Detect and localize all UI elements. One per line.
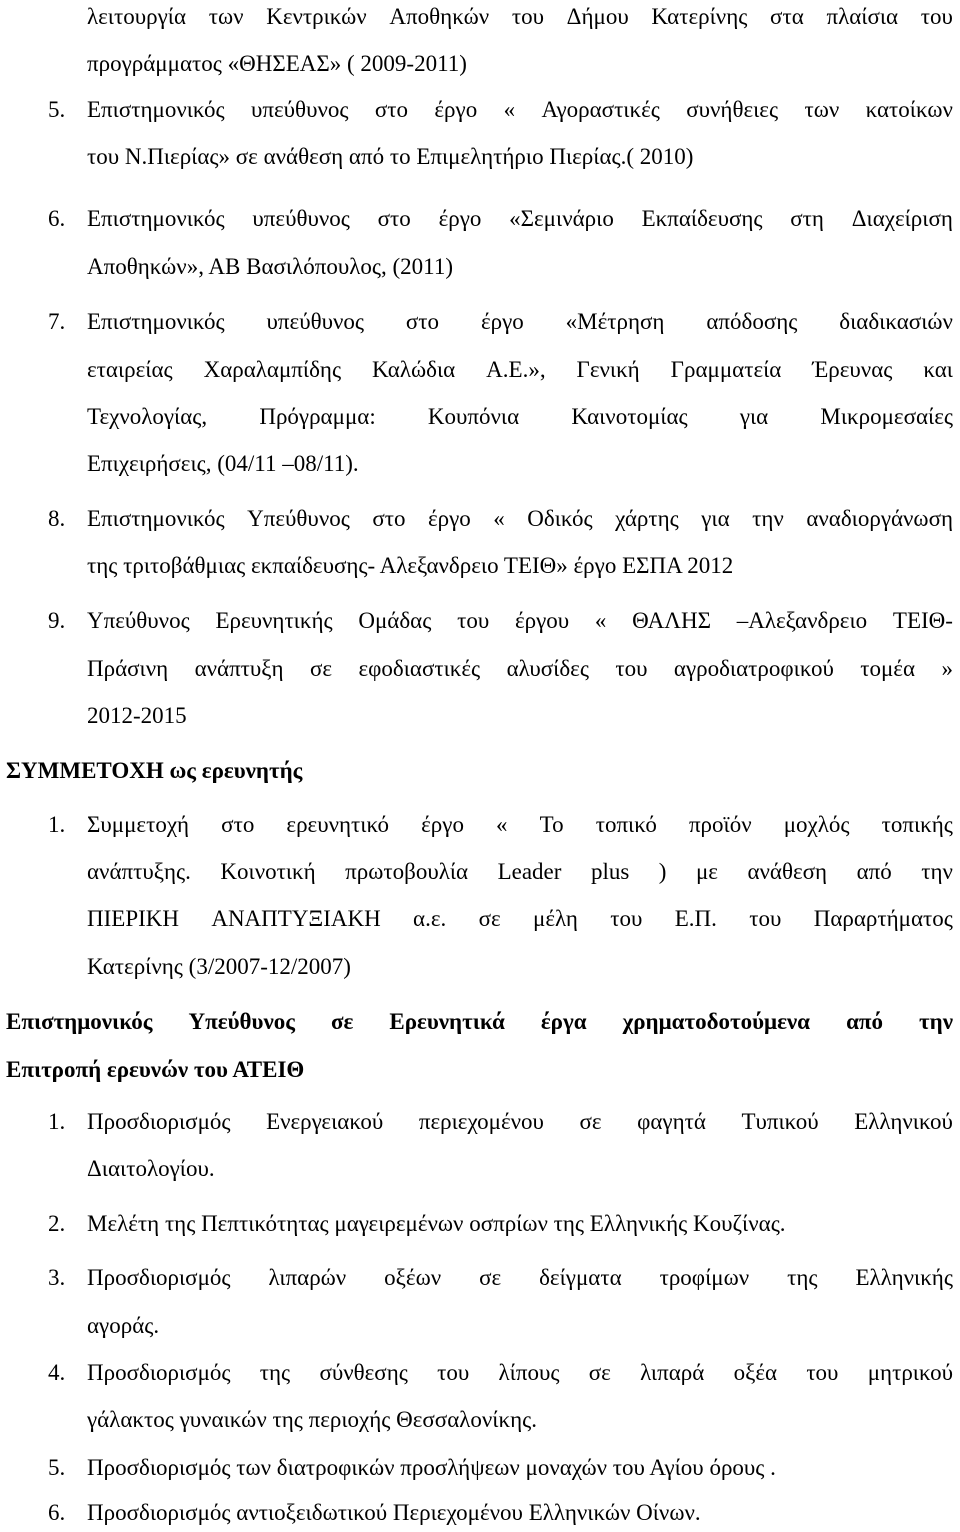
word: περιεχομένου bbox=[418, 1109, 544, 1134]
word: –Αλεξανδρειο bbox=[736, 608, 868, 633]
word: Παραρτήματος bbox=[813, 906, 953, 931]
word: Τυπικού bbox=[741, 1109, 819, 1134]
word: «Σεμινάριο bbox=[509, 206, 614, 231]
word: στα bbox=[770, 4, 804, 29]
word: του bbox=[749, 906, 782, 931]
word: Ελληνικού bbox=[854, 1109, 953, 1134]
word: πλαίσια bbox=[826, 4, 899, 29]
word: Τεχνολογίας, bbox=[87, 404, 208, 429]
text-line bbox=[87, 95, 953, 125]
word: του bbox=[806, 1360, 839, 1385]
word: υπεύθυνος bbox=[251, 97, 349, 122]
word: ανάπτυξη bbox=[194, 656, 284, 681]
word: Ενεργειακού bbox=[266, 1109, 384, 1134]
word: του bbox=[437, 1360, 470, 1385]
word: plus bbox=[590, 859, 630, 884]
list-number: 6. bbox=[48, 1500, 66, 1525]
word: Ερευνητικά bbox=[389, 1009, 505, 1034]
list-number: 1. bbox=[48, 812, 66, 837]
word: ανάθεση bbox=[747, 859, 828, 884]
word: « bbox=[493, 506, 505, 531]
text-line bbox=[87, 504, 953, 534]
word: στο bbox=[377, 206, 411, 231]
text-line bbox=[87, 2, 953, 32]
text-line bbox=[87, 1263, 953, 1293]
word: των bbox=[804, 97, 840, 122]
word: Πρόγραμμα: bbox=[259, 404, 376, 429]
word: από bbox=[856, 859, 892, 884]
word: Διαχείριση bbox=[851, 206, 953, 231]
text-line bbox=[87, 1358, 953, 1388]
word: του bbox=[511, 4, 544, 29]
word: Γραμματεία bbox=[670, 357, 782, 382]
word: του bbox=[610, 906, 643, 931]
word: Επιστημονικός bbox=[87, 206, 225, 231]
word: με bbox=[695, 859, 718, 884]
word: στο bbox=[405, 309, 440, 334]
word: τοπικής bbox=[881, 812, 953, 837]
word: υπεύθυνος bbox=[266, 309, 364, 334]
word: σε bbox=[310, 656, 333, 681]
word: Χαραλαμπίδης bbox=[203, 357, 342, 382]
word: μοχλός bbox=[783, 812, 850, 837]
word: τοπικό bbox=[595, 812, 657, 837]
word: έργο bbox=[480, 309, 524, 334]
text-line: γάλακτος γυναικών της περιοχής Θεσσαλονίκης. bbox=[87, 1407, 537, 1432]
word: κατοίκων bbox=[865, 97, 953, 122]
list-number: 2. bbox=[48, 1211, 66, 1236]
word: Επιστημονικός bbox=[87, 506, 225, 531]
word: Υπεύθυνος bbox=[188, 1009, 295, 1034]
word: α.ε. bbox=[413, 906, 447, 931]
word: έργο bbox=[427, 506, 471, 531]
word: σε bbox=[579, 1109, 602, 1134]
word: μητρικού bbox=[867, 1360, 953, 1385]
word: δείγματα bbox=[539, 1265, 622, 1290]
word: Κεντρικών bbox=[266, 4, 367, 29]
word: σε bbox=[478, 906, 501, 931]
word: των bbox=[208, 4, 244, 29]
text-line bbox=[87, 654, 953, 684]
text-line: Προσδιορισμός των διατροφικών προσλήψεων μοναχών του Αγίου όρους . bbox=[87, 1455, 776, 1480]
word: εταιρείας bbox=[87, 357, 173, 382]
text-line bbox=[87, 307, 953, 337]
word: Ε.Π. bbox=[674, 906, 717, 931]
word: συνήθειες bbox=[686, 97, 779, 122]
word: Leader bbox=[497, 859, 562, 884]
word: για bbox=[739, 404, 769, 429]
word: έργου bbox=[514, 608, 570, 633]
word: του bbox=[615, 656, 648, 681]
text-line: Μελέτη της Πεπτικότητας μαγειρεμένων οσπρίων της Ελληνικής Κουζίνας. bbox=[87, 1211, 786, 1236]
word: του bbox=[920, 4, 953, 29]
text-line bbox=[87, 355, 953, 385]
text-line bbox=[87, 1107, 953, 1137]
word: έργο bbox=[421, 812, 464, 837]
word: υπεύθυνος bbox=[252, 206, 350, 231]
text-line: προγράμματος «ΘΗΣΕΑΣ» ( 2009-2011) bbox=[87, 51, 467, 76]
text-line: Αποθηκών», ΑΒ Βασιλόπουλος, (2011) bbox=[87, 254, 453, 279]
word: Επιστημονικός bbox=[87, 97, 225, 122]
word: » bbox=[941, 656, 953, 681]
word: Γενική bbox=[576, 357, 640, 382]
word: Ερευνητικής bbox=[215, 608, 333, 633]
word: σύνθεσης bbox=[319, 1360, 408, 1385]
word: μέλη bbox=[532, 906, 578, 931]
word: «Μέτρηση bbox=[565, 309, 665, 334]
word: εφοδιαστικές bbox=[358, 656, 481, 681]
word: χάρτης bbox=[615, 506, 679, 531]
word: του bbox=[457, 608, 490, 633]
word: Προσδιορισμός bbox=[87, 1360, 231, 1385]
text-line: Διαιτολογίου. bbox=[87, 1156, 215, 1181]
word: λιπαρών bbox=[268, 1265, 347, 1290]
word: πρωτοβουλία bbox=[345, 859, 469, 884]
word: « bbox=[496, 812, 508, 837]
word: έργο bbox=[438, 206, 482, 231]
list-number: 6. bbox=[48, 206, 66, 231]
word: απόδοσης bbox=[706, 309, 798, 334]
text-line bbox=[87, 402, 953, 432]
word: ) bbox=[658, 859, 667, 884]
word: αλυσίδες bbox=[506, 656, 589, 681]
text-line: Επιχειρήσεις, (04/11 –08/11). bbox=[87, 451, 359, 476]
word: Οδικός bbox=[527, 506, 593, 531]
word: ανάπτυξης. bbox=[87, 859, 191, 884]
word: ΘΑΛΗΣ bbox=[632, 608, 711, 633]
word: Επιστημονικός bbox=[87, 309, 225, 334]
word: στο bbox=[221, 812, 255, 837]
section-heading: ΣΥΜΜΕΤΟΧΗ ως ερευνητής bbox=[6, 758, 303, 783]
word: Αποθηκών bbox=[389, 4, 490, 29]
list-number: 4. bbox=[48, 1360, 66, 1385]
word: Μικρομεσαίες bbox=[820, 404, 953, 429]
word: Εκπαίδευσης bbox=[641, 206, 763, 231]
word: την bbox=[752, 506, 784, 531]
word: της bbox=[259, 1360, 291, 1385]
word: Ελληνικής bbox=[855, 1265, 953, 1290]
word: Α.Ε.», bbox=[486, 357, 546, 382]
text-line bbox=[87, 857, 953, 887]
section-heading bbox=[6, 1007, 953, 1037]
word: Δήμου bbox=[566, 4, 629, 29]
word: Επιστημονικός bbox=[6, 1009, 153, 1034]
word: της bbox=[787, 1265, 818, 1290]
word: Ομάδας bbox=[358, 608, 432, 633]
word: Κουπόνια bbox=[427, 404, 520, 429]
list-number: 8. bbox=[48, 506, 66, 531]
word: Αγοραστικές bbox=[541, 97, 660, 122]
word: Καινοτομίας bbox=[571, 404, 688, 429]
word: την bbox=[919, 1009, 953, 1034]
word: « bbox=[503, 97, 516, 122]
word: Το bbox=[539, 812, 564, 837]
text-line bbox=[87, 904, 953, 934]
word: ΤΕΙΘ- bbox=[892, 608, 953, 633]
word: έργο bbox=[434, 97, 478, 122]
word: ερευνητικό bbox=[286, 812, 390, 837]
list-number: 1. bbox=[48, 1109, 66, 1134]
text-line: της τριτοβάθμιας εκπαίδευσης- Αλεξανδρειο ΤΕΙΘ» έργο ΕΣΠΑ 2012 bbox=[87, 553, 734, 578]
list-number: 5. bbox=[48, 1455, 66, 1480]
text-line bbox=[87, 204, 953, 234]
text-line bbox=[87, 606, 953, 636]
list-number: 7. bbox=[48, 309, 66, 334]
word: αγροδιατροφικού bbox=[673, 656, 834, 681]
word: ΑΝΑΠΤΥΞΙΑΚΗ bbox=[211, 906, 381, 931]
word: χρηματοδοτούμενα bbox=[622, 1009, 811, 1034]
word: Προσδιορισμός bbox=[87, 1109, 231, 1134]
word: « bbox=[594, 608, 607, 633]
word: Υπεύθυνος bbox=[247, 506, 350, 531]
word: για bbox=[701, 506, 730, 531]
text-line: Κατερίνης (3/2007-12/2007) bbox=[87, 954, 351, 979]
word: στη bbox=[790, 206, 824, 231]
word: την bbox=[921, 859, 953, 884]
word: στο bbox=[372, 506, 406, 531]
word: οξέα bbox=[733, 1360, 778, 1385]
text-line: 2012-2015 bbox=[87, 703, 187, 728]
word: διαδικασιών bbox=[839, 309, 953, 334]
word: τροφίμων bbox=[659, 1265, 750, 1290]
word: Συμμετοχή bbox=[87, 812, 190, 837]
word: στο bbox=[374, 97, 409, 122]
word: Κοινοτική bbox=[220, 859, 316, 884]
word: Καλώδια bbox=[372, 357, 456, 382]
word: σε bbox=[330, 1009, 354, 1034]
word: σε bbox=[479, 1265, 502, 1290]
word: προϊόν bbox=[688, 812, 752, 837]
text-line bbox=[87, 810, 953, 840]
word: λειτουργία bbox=[87, 4, 187, 29]
section-heading: Επιτροπή ερευνών του ΑΤΕΙΘ bbox=[6, 1057, 305, 1082]
text-line: του Ν.Πιερίας» σε ανάθεση από το Επιμελητήριο Πιερίας.( 2010) bbox=[87, 144, 694, 169]
text-line: Προσδιορισμός αντιοξειδωτικού Περιεχομένου Ελληνικών Οίνων. bbox=[87, 1500, 701, 1525]
word: Πράσινη bbox=[87, 656, 169, 681]
word: και bbox=[923, 357, 953, 382]
word: σε bbox=[588, 1360, 611, 1385]
word: τομέα bbox=[860, 656, 916, 681]
list-number: 5. bbox=[48, 97, 66, 122]
word: αναδιοργάνωση bbox=[806, 506, 953, 531]
word: από bbox=[846, 1009, 883, 1034]
word: φαγητά bbox=[637, 1109, 706, 1134]
list-number: 3. bbox=[48, 1265, 66, 1290]
word: οξέων bbox=[384, 1265, 442, 1290]
text-line: αγοράς. bbox=[87, 1313, 160, 1338]
word: έργα bbox=[540, 1009, 587, 1034]
word: λίπους bbox=[498, 1360, 560, 1385]
word: Προσδιορισμός bbox=[87, 1265, 231, 1290]
list-number: 9. bbox=[48, 608, 66, 633]
word: Κατερίνης bbox=[651, 4, 748, 29]
word: λιπαρά bbox=[640, 1360, 705, 1385]
word: Υπεύθυνος bbox=[87, 608, 190, 633]
word: Έρευνας bbox=[812, 357, 893, 382]
word: ΠΙΕΡΙΚΗ bbox=[87, 906, 179, 931]
